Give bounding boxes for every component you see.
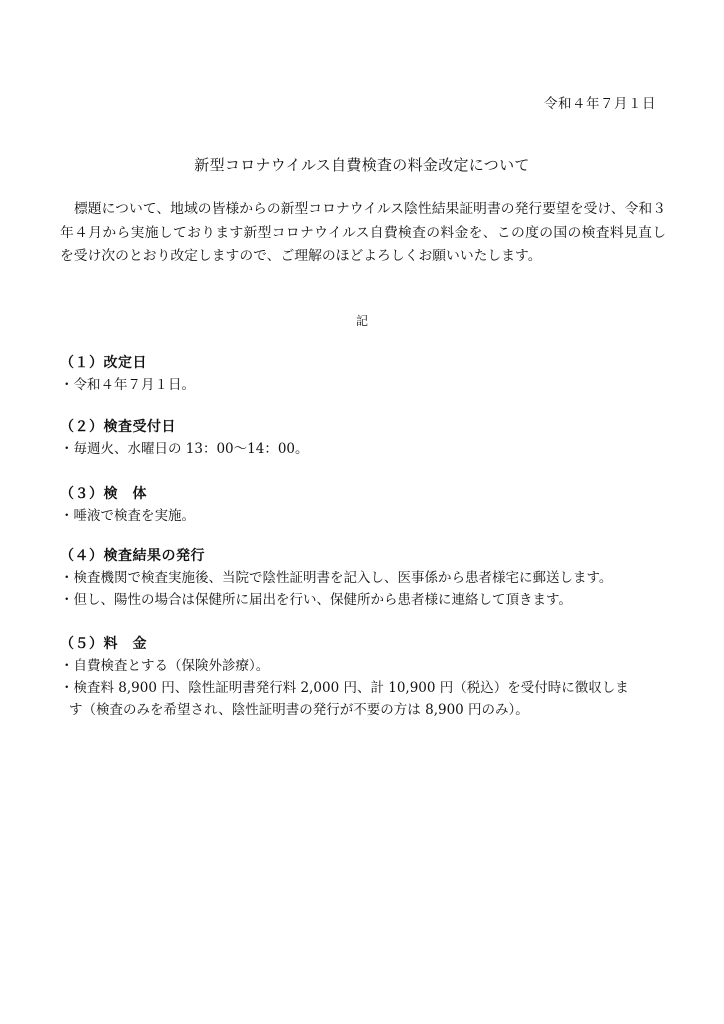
- section-fee: [60, 633, 670, 721]
- section-line: ・毎週火、水曜日の 13：00～14：00。: [60, 441, 309, 457]
- section-line: ・但し、陽性の場合は保健所に届出を行い、保健所から患者様に連絡して頂きます。: [60, 592, 572, 608]
- section-line: す（検査のみを希望され、陰性証明書の発行が不要の方は 8,900 円のみ）。: [69, 702, 529, 718]
- section-heading: （５）料 金: [60, 636, 147, 652]
- section-line: ・令和４年７月１日。: [60, 377, 195, 393]
- section-heading: （３）検 体: [60, 486, 147, 502]
- section-result-issuance: [60, 545, 670, 611]
- section-revision-date: [60, 352, 670, 396]
- section-heading: （２）検査受付日: [60, 419, 176, 435]
- document-title: 新型コロナウイルス自費検査の料金改定について: [194, 156, 530, 174]
- section-heading: （１）改定日: [60, 355, 147, 371]
- section-reception-days: [60, 416, 670, 460]
- ki-marker: 記: [355, 314, 368, 328]
- section-specimen: [60, 483, 670, 527]
- section-line: ・検査機関で検査実施後、当院で陰性証明書を記入し、医事係から患者様宅に郵送します。: [60, 570, 613, 586]
- intro-paragraph: 標題について、地域の皆様からの新型コロナウイルス陰性結果証明書の発行要望を受け、令和３年４月から実施しております新型コロナウイルス自費検査の料金を、この度の国の検査料見直しを受け次のとおり改定しますので、ご理解のほどよろしくお願いいたします。: [60, 201, 666, 264]
- section-line: ・唾液で検査を実施。: [60, 508, 195, 524]
- section-heading: （４）検査結果の発行: [60, 548, 205, 564]
- section-line: ・検査料 8,900 円、陰性証明書発行料 2,000 円、計 10,900 円（税込）を受付時に徴収しま: [60, 680, 629, 696]
- document-date: 令和４年７月１日: [544, 96, 656, 112]
- section-line: ・自費検査とする（保険外診療）。: [60, 658, 270, 674]
